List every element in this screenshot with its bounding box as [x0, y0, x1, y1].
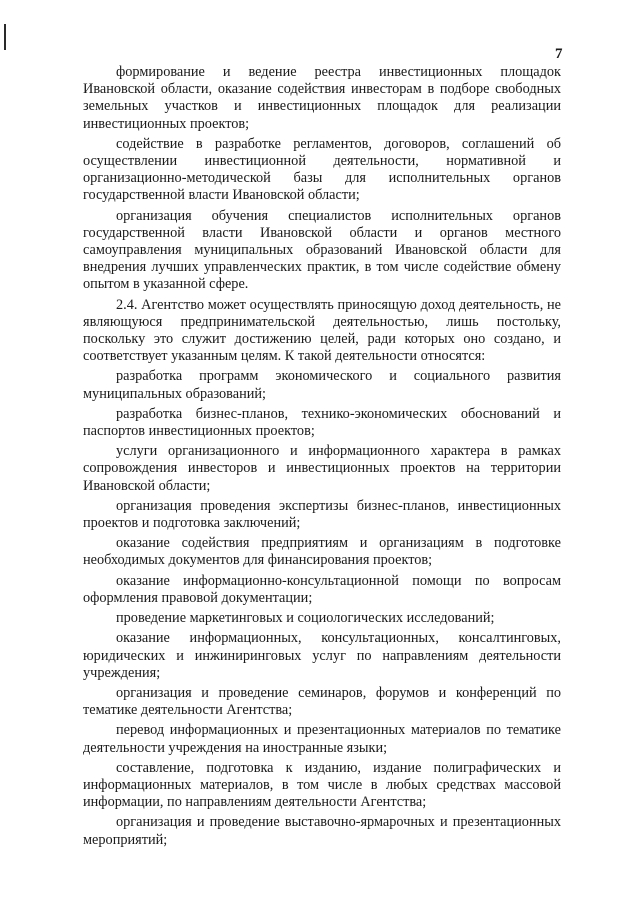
list-item-publishing: составление, подготовка к изданию, издание полиграфических и информационных материалов, в том числе в любых средствах массовой информации, по направлениям деятельности Агентства;: [83, 759, 561, 811]
list-item-legal-consulting: оказание информационно-консультационной помощи по вопросам оформления правовой документации;: [83, 572, 561, 606]
list-item-marketing-research: проведение маркетинговых и социологических исследований;: [116, 610, 495, 627]
list-item-development-programs: разработка программ экономического и социального развития муниципальных образований;: [83, 368, 561, 402]
document-body: [83, 64, 561, 852]
scan-edge-mark: [4, 24, 6, 50]
list-item-consulting-services: оказание информационных, консультационных, консалтинговых, юридических и инжиниринговых услуг по направлениям деятельности учреждения;: [83, 630, 561, 681]
list-item-seminars: организация и проведение семинаров, форумов и конференций по тематике деятельности Агентства;: [83, 684, 561, 719]
list-item-translation: перевод информационных и презентационных материалов по тематике деятельности учреждения на иностранные языки;: [83, 722, 561, 756]
list-item-expertise: организация проведения экспертизы бизнес-планов, инвестиционных проектов и подготовка заключений;: [83, 497, 561, 532]
paragraph-registry: формирование и ведение реестра инвестиционных площадок Ивановской области, оказание содействия инвесторам в подборе свободных земельных участков и инвестиционных площадок для реализации инвестиционных проектов;: [83, 64, 561, 132]
paragraph-regulations: содействие в разработке регламентов, договоров, соглашений об осуществлении инвестиционной деятельности, нормативной и организационно-методической базы для исполнительных органов государственной власти Ивановской области;: [83, 135, 561, 204]
paragraph-training: организация обучения специалистов исполнительных органов государственной власти Ивановской области и органов местного самоуправления муниципальных образований Ивановской области для внедрения лучших управленческих практик, в том числе содействие обмену опытом в указанной сфере.: [83, 207, 561, 293]
list-item-investor-support: услуги организационного и информационного характера в рамках сопровождения инвесторов и инвестиционных проектов на территории Ивановской области;: [83, 443, 561, 494]
list-item-business-plans: разработка бизнес-планов, технико-экономических обоснований и паспортов инвестиционных проектов;: [83, 405, 561, 440]
paragraph-section-2-4: 2.4. Агентство может осуществлять приносящую доход деятельность, не являющуюся предпринимательской деятельностью, лишь постольку, поскольку это служит достижению целей, ради которых оно создано, и соответствует указанным целям. К такой деятельности относятся:: [83, 296, 561, 365]
list-item-exhibitions: организация и проведение выставочно-ярмарочных и презентационных мероприятий;: [83, 814, 561, 848]
list-item-financing-documents: оказание содействия предприятиям и организациям в подготовке необходимых документов для финансирования проектов;: [83, 535, 561, 569]
page-number: 7: [555, 46, 563, 62]
